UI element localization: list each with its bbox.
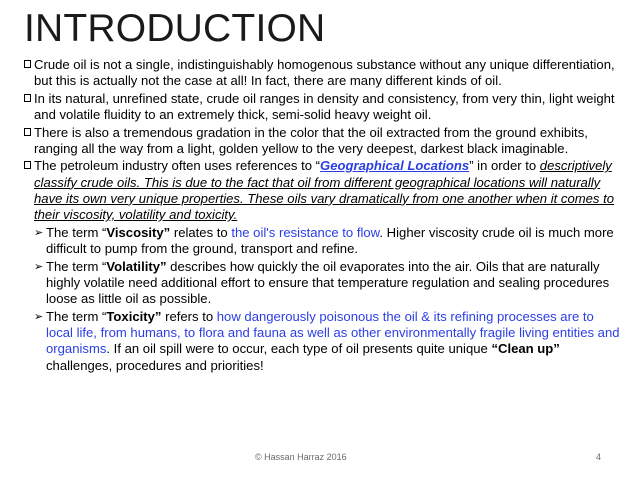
arrow-bullet-icon: ➢ [34,311,44,323]
sub-text: . If an oil spill were to occur, each type of oil presents quite unique [106,341,492,357]
checkbox-bullet-icon [24,60,31,68]
bullet-3 [24,125,624,157]
slide-title: INTRODUCTION [24,7,326,50]
sub-bullet-volatility [24,259,624,308]
checkbox-bullet-icon [24,161,31,169]
checkbox-bullet-icon [24,94,31,102]
term-toxicity: Toxicity” [106,309,162,324]
sub-text: refers to [161,309,217,324]
sub-text: The term “ [46,258,107,274]
bullet-text: ” in order to [469,158,540,174]
checkbox-bullet-icon [24,128,31,136]
sub-bullet-toxicity [24,309,624,374]
geographical-locations-highlight: Geographical Locations [320,158,470,174]
arrow-bullet-icon: ➢ [34,226,44,239]
viscosity-highlight: the oil's resistance to flow [231,224,380,240]
sub-text: . Higher viscosity crude oil is much more difficult to pump from the ground, transport and refine. [46,224,614,256]
bullet-4 [24,158,624,223]
sub-text: The term “ [46,224,107,240]
term-viscosity: Viscosity” [106,224,171,240]
sub-bullet-viscosity [24,225,624,257]
term-volatility: Volatility” [106,258,167,274]
bullet-text: The petroleum industry often uses references to “ [34,158,321,174]
arrow-bullet-icon: ➢ [34,260,44,273]
page-number: 4 [596,452,602,462]
bullet-text: There is also a tremendous gradation in the color that the oil extracted from the ground exhibits, ranging all the way from a light, golden yellow to the very deepest, darkest black imaginable. [34,124,588,156]
toxicity-highlight: how dangerously poisonous the oil & its refining processes are to local life, from humans, to flora and fauna as well as other environmentally fragile living entities and organisms [46,309,620,357]
sub-text: challenges, procedures and priorities! [46,357,264,373]
classification-emphasis: descriptively classify crude oils. This is due to the fact that oil from different geographical locations will naturally have its own very unique properties. These oils vary dramatically from one another when it comes to their viscosity, volatility and toxicity. [34,158,615,222]
sub-text: describes how quickly the oil evaporates into the air. Oils that are naturally highly volatile need additional effort to ensure that temperature regulation and sealing procedures loose as little oil as possible. [46,258,610,307]
clean-up-term: “Clean up” [491,341,560,357]
slide-body [24,57,624,374]
bullet-text: Crude oil is not a single, indistinguishably homogenous substance without any unique differentiation, but this is actually not the case at all! In fact, there are many different kinds of oil. [34,57,615,89]
sub-text: The term “ [46,309,107,324]
bullet-1 [24,57,624,89]
bullet-2 [24,91,624,123]
bullet-text: In its natural, unrefined state, crude oil ranges in density and consistency, from very thin, light weight and volatile fluidity to an extremely thick, semi-solid heavy weight oil. [34,90,615,122]
footer-copyright: © Hassan Harraz 2016 [255,452,347,462]
sub-text: relates to [170,224,232,240]
